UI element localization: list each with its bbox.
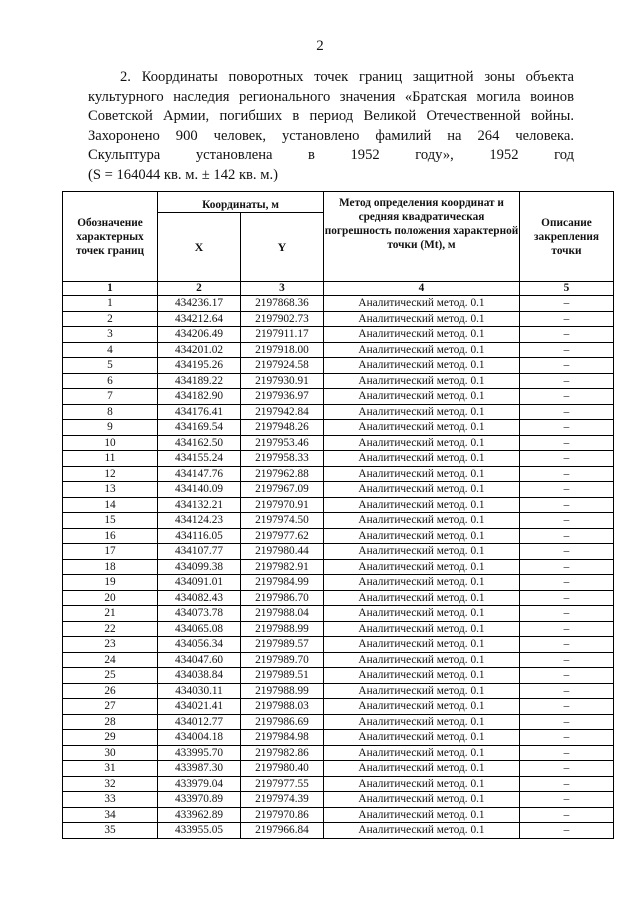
x-coordinate-cell: 434116.05 — [158, 528, 241, 544]
x-coordinate-cell: 434099.38 — [158, 559, 241, 575]
method-cell: Аналитический метод. 0.1 — [324, 761, 520, 777]
point-number-cell: 12 — [63, 466, 158, 482]
method-cell: Аналитический метод. 0.1 — [324, 590, 520, 606]
description-cell: – — [520, 342, 614, 358]
y-coordinate-cell: 2197936.97 — [241, 389, 324, 405]
method-cell: Аналитический метод. 0.1 — [324, 435, 520, 451]
y-coordinate-cell: 2197982.86 — [241, 745, 324, 761]
table-row — [63, 606, 614, 622]
y-coordinate-cell: 2197988.99 — [241, 621, 324, 637]
description-cell: – — [520, 389, 614, 405]
table-row — [63, 420, 614, 436]
point-number-cell: 7 — [63, 389, 158, 405]
table-row — [63, 296, 614, 312]
x-coordinate-cell: 434182.90 — [158, 389, 241, 405]
method-cell: Аналитический метод. 0.1 — [324, 528, 520, 544]
x-coordinate-cell: 434073.78 — [158, 606, 241, 622]
column-number: 1 — [63, 282, 158, 296]
y-coordinate-cell: 2197942.84 — [241, 404, 324, 420]
intro-line: Захоронено 900 человек, установлено фамилий на 264 человека. — [88, 127, 574, 144]
y-coordinate-cell: 2197962.88 — [241, 466, 324, 482]
table-row — [63, 311, 614, 327]
description-cell: – — [520, 792, 614, 808]
table-row — [63, 792, 614, 808]
point-number-cell: 18 — [63, 559, 158, 575]
intro-line: Советской Армии, погибших в период Великой Отечественной войны. — [88, 108, 574, 125]
y-coordinate-cell: 2197924.58 — [241, 358, 324, 374]
x-coordinate-cell: 434021.41 — [158, 699, 241, 715]
description-cell: – — [520, 420, 614, 436]
y-coordinate-cell: 2197980.40 — [241, 761, 324, 777]
x-coordinate-cell: 434124.23 — [158, 513, 241, 529]
table-row — [63, 513, 614, 529]
x-coordinate-cell: 433962.89 — [158, 807, 241, 823]
column-number-row — [63, 282, 614, 296]
method-cell: Аналитический метод. 0.1 — [324, 621, 520, 637]
intro-line: Скульптура установлена в 1952 году», 1952 год — [88, 147, 574, 164]
y-coordinate-cell: 2197911.17 — [241, 327, 324, 343]
description-cell: – — [520, 776, 614, 792]
x-coordinate-cell: 434132.21 — [158, 497, 241, 513]
table-row — [63, 776, 614, 792]
point-number-cell: 1 — [63, 296, 158, 312]
y-coordinate-cell: 2197989.51 — [241, 668, 324, 684]
point-number-cell: 26 — [63, 683, 158, 699]
intro-line: культурного наследия регионального значения «Братская могила воинов — [88, 88, 574, 105]
description-cell: – — [520, 497, 614, 513]
table-row — [63, 823, 614, 839]
point-number-cell: 28 — [63, 714, 158, 730]
point-number-cell: 8 — [63, 404, 158, 420]
y-coordinate-cell: 2197984.99 — [241, 575, 324, 591]
description-cell: – — [520, 528, 614, 544]
header-y: Y — [241, 213, 324, 282]
y-coordinate-cell: 2197986.69 — [241, 714, 324, 730]
x-coordinate-cell: 434162.50 — [158, 435, 241, 451]
method-cell: Аналитический метод. 0.1 — [324, 683, 520, 699]
description-cell: – — [520, 575, 614, 591]
table-row — [63, 389, 614, 405]
x-coordinate-cell: 434038.84 — [158, 668, 241, 684]
description-cell: – — [520, 683, 614, 699]
coordinates-table — [62, 191, 614, 839]
description-cell: – — [520, 730, 614, 746]
table-row — [63, 575, 614, 591]
x-coordinate-cell: 434169.54 — [158, 420, 241, 436]
point-number-cell: 9 — [63, 420, 158, 436]
header-method — [324, 192, 520, 282]
description-cell: – — [520, 404, 614, 420]
y-coordinate-cell: 2197988.03 — [241, 699, 324, 715]
method-cell: Аналитический метод. 0.1 — [324, 792, 520, 808]
y-coordinate-cell: 2197953.46 — [241, 435, 324, 451]
point-number-cell: 30 — [63, 745, 158, 761]
description-cell: – — [520, 823, 614, 839]
point-number-cell: 22 — [63, 621, 158, 637]
y-coordinate-cell: 2197988.99 — [241, 683, 324, 699]
table-row — [63, 745, 614, 761]
description-cell: – — [520, 451, 614, 467]
x-coordinate-cell: 434155.24 — [158, 451, 241, 467]
table-row — [63, 590, 614, 606]
point-number-cell: 23 — [63, 637, 158, 653]
x-coordinate-cell: 433979.04 — [158, 776, 241, 792]
method-cell: Аналитический метод. 0.1 — [324, 575, 520, 591]
table-row — [63, 451, 614, 467]
point-number-cell: 33 — [63, 792, 158, 808]
method-cell: Аналитический метод. 0.1 — [324, 497, 520, 513]
y-coordinate-cell: 2197989.57 — [241, 637, 324, 653]
y-coordinate-cell: 2197970.86 — [241, 807, 324, 823]
x-coordinate-cell: 433995.70 — [158, 745, 241, 761]
table-row — [63, 683, 614, 699]
description-cell: – — [520, 807, 614, 823]
point-number-cell: 27 — [63, 699, 158, 715]
method-cell: Аналитический метод. 0.1 — [324, 559, 520, 575]
description-cell: – — [520, 327, 614, 343]
x-coordinate-cell: 434107.77 — [158, 544, 241, 560]
table-row — [63, 714, 614, 730]
table-row — [63, 528, 614, 544]
method-cell: Аналитический метод. 0.1 — [324, 327, 520, 343]
method-cell: Аналитический метод. 0.1 — [324, 776, 520, 792]
method-cell: Аналитический метод. 0.1 — [324, 373, 520, 389]
x-coordinate-cell: 434212.64 — [158, 311, 241, 327]
y-coordinate-cell: 2197948.26 — [241, 420, 324, 436]
method-cell: Аналитический метод. 0.1 — [324, 823, 520, 839]
table-row — [63, 730, 614, 746]
description-cell: – — [520, 482, 614, 498]
x-coordinate-cell: 434176.41 — [158, 404, 241, 420]
description-cell: – — [520, 652, 614, 668]
y-coordinate-cell: 2197982.91 — [241, 559, 324, 575]
table-row — [63, 342, 614, 358]
y-coordinate-cell: 2197974.39 — [241, 792, 324, 808]
y-coordinate-cell: 2197918.00 — [241, 342, 324, 358]
point-number-cell: 11 — [63, 451, 158, 467]
description-cell: – — [520, 699, 614, 715]
method-cell: Аналитический метод. 0.1 — [324, 404, 520, 420]
point-number-cell: 4 — [63, 342, 158, 358]
point-number-cell: 6 — [63, 373, 158, 389]
method-cell: Аналитический метод. 0.1 — [324, 342, 520, 358]
table-row — [63, 435, 614, 451]
x-coordinate-cell: 434056.34 — [158, 637, 241, 653]
description-cell: – — [520, 296, 614, 312]
x-coordinate-cell: 434201.02 — [158, 342, 241, 358]
table-row — [63, 807, 614, 823]
table-row — [63, 761, 614, 777]
section-intro-paragraph — [88, 68, 574, 186]
method-cell: Аналитический метод. 0.1 — [324, 451, 520, 467]
y-coordinate-cell: 2197868.36 — [241, 296, 324, 312]
table-row — [63, 327, 614, 343]
description-cell: – — [520, 621, 614, 637]
y-coordinate-cell: 2197977.55 — [241, 776, 324, 792]
point-number-cell: 15 — [63, 513, 158, 529]
point-number-cell: 5 — [63, 358, 158, 374]
table-row — [63, 404, 614, 420]
x-coordinate-cell: 433987.30 — [158, 761, 241, 777]
x-coordinate-cell: 434140.09 — [158, 482, 241, 498]
x-coordinate-cell: 434206.49 — [158, 327, 241, 343]
table-row — [63, 668, 614, 684]
x-coordinate-cell: 434236.17 — [158, 296, 241, 312]
y-coordinate-cell: 2197958.33 — [241, 451, 324, 467]
point-number-cell: 17 — [63, 544, 158, 560]
point-number-cell: 14 — [63, 497, 158, 513]
description-cell: – — [520, 714, 614, 730]
column-number: 3 — [241, 282, 324, 296]
method-cell: Аналитический метод. 0.1 — [324, 311, 520, 327]
y-coordinate-cell: 2197986.70 — [241, 590, 324, 606]
table-row — [63, 358, 614, 374]
description-cell: – — [520, 745, 614, 761]
table-row — [63, 373, 614, 389]
description-cell: – — [520, 668, 614, 684]
page-number: 2 — [316, 38, 324, 54]
point-number-cell: 25 — [63, 668, 158, 684]
x-coordinate-cell: 434012.77 — [158, 714, 241, 730]
description-cell: – — [520, 435, 614, 451]
y-coordinate-cell: 2197989.70 — [241, 652, 324, 668]
description-cell: – — [520, 373, 614, 389]
method-cell: Аналитический метод. 0.1 — [324, 745, 520, 761]
column-number: 5 — [520, 282, 614, 296]
method-cell: Аналитический метод. 0.1 — [324, 389, 520, 405]
header-x: X — [158, 213, 241, 282]
method-cell: Аналитический метод. 0.1 — [324, 699, 520, 715]
point-number-cell: 10 — [63, 435, 158, 451]
y-coordinate-cell: 2197967.09 — [241, 482, 324, 498]
point-number-cell: 19 — [63, 575, 158, 591]
method-cell: Аналитический метод. 0.1 — [324, 482, 520, 498]
intro-line: 2. Координаты поворотных точек границ защитной зоны объекта — [120, 69, 574, 85]
method-cell: Аналитический метод. 0.1 — [324, 637, 520, 653]
y-coordinate-cell: 2197974.50 — [241, 513, 324, 529]
method-cell: Аналитический метод. 0.1 — [324, 652, 520, 668]
method-cell: Аналитический метод. 0.1 — [324, 513, 520, 529]
description-cell: – — [520, 544, 614, 560]
table-row — [63, 699, 614, 715]
x-coordinate-cell: 434030.11 — [158, 683, 241, 699]
table-row — [63, 497, 614, 513]
y-coordinate-cell: 2197984.98 — [241, 730, 324, 746]
description-cell: – — [520, 761, 614, 777]
table-row — [63, 482, 614, 498]
method-cell: Аналитический метод. 0.1 — [324, 714, 520, 730]
x-coordinate-cell: 434189.22 — [158, 373, 241, 389]
method-cell: Аналитический метод. 0.1 — [324, 606, 520, 622]
table-row — [63, 559, 614, 575]
y-coordinate-cell: 2197988.04 — [241, 606, 324, 622]
y-coordinate-cell: 2197977.62 — [241, 528, 324, 544]
table-row — [63, 652, 614, 668]
y-coordinate-cell: 2197902.73 — [241, 311, 324, 327]
y-coordinate-cell: 2197930.91 — [241, 373, 324, 389]
method-cell: Аналитический метод. 0.1 — [324, 668, 520, 684]
header-method-label: Метод определения координат и средняя квадратическая погрешность положения характерной точки (Mt), м — [324, 197, 519, 251]
method-cell: Аналитический метод. 0.1 — [324, 466, 520, 482]
point-number-cell: 21 — [63, 606, 158, 622]
description-cell: – — [520, 590, 614, 606]
x-coordinate-cell: 434047.60 — [158, 652, 241, 668]
description-cell: – — [520, 311, 614, 327]
method-cell: Аналитический метод. 0.1 — [324, 544, 520, 560]
point-number-cell: 32 — [63, 776, 158, 792]
table-row — [63, 544, 614, 560]
header-point-designation: Обозначение характерных точек границ — [63, 192, 158, 282]
y-coordinate-cell: 2197966.84 — [241, 823, 324, 839]
method-cell: Аналитический метод. 0.1 — [324, 358, 520, 374]
method-cell: Аналитический метод. 0.1 — [324, 296, 520, 312]
method-cell: Аналитический метод. 0.1 — [324, 730, 520, 746]
method-cell: Аналитический метод. 0.1 — [324, 807, 520, 823]
point-number-cell: 34 — [63, 807, 158, 823]
description-cell: – — [520, 466, 614, 482]
y-coordinate-cell: 2197980.44 — [241, 544, 324, 560]
point-number-cell: 16 — [63, 528, 158, 544]
description-cell: – — [520, 358, 614, 374]
point-number-cell: 2 — [63, 311, 158, 327]
x-coordinate-cell: 434195.26 — [158, 358, 241, 374]
table-row — [63, 466, 614, 482]
x-coordinate-cell: 433970.89 — [158, 792, 241, 808]
header-description: Описание закрепления точки — [520, 192, 614, 282]
table-row — [63, 621, 614, 637]
description-cell: – — [520, 606, 614, 622]
description-cell: – — [520, 559, 614, 575]
point-number-cell: 24 — [63, 652, 158, 668]
x-coordinate-cell: 434004.18 — [158, 730, 241, 746]
x-coordinate-cell: 434065.08 — [158, 621, 241, 637]
column-number: 4 — [324, 282, 520, 296]
x-coordinate-cell: 434091.01 — [158, 575, 241, 591]
x-coordinate-cell: 434082.43 — [158, 590, 241, 606]
column-number: 2 — [158, 282, 241, 296]
y-coordinate-cell: 2197970.91 — [241, 497, 324, 513]
description-cell: – — [520, 637, 614, 653]
table-row — [63, 637, 614, 653]
x-coordinate-cell: 433955.05 — [158, 823, 241, 839]
method-cell: Аналитический метод. 0.1 — [324, 420, 520, 436]
description-cell: – — [520, 513, 614, 529]
intro-line: (S = 164044 кв. м. ± 142 кв. м.) — [88, 166, 278, 183]
point-number-cell: 35 — [63, 823, 158, 839]
header-coordinates: Координаты, м — [158, 192, 324, 213]
point-number-cell: 20 — [63, 590, 158, 606]
point-number-cell: 3 — [63, 327, 158, 343]
x-coordinate-cell: 434147.76 — [158, 466, 241, 482]
point-number-cell: 29 — [63, 730, 158, 746]
point-number-cell: 31 — [63, 761, 158, 777]
point-number-cell: 13 — [63, 482, 158, 498]
